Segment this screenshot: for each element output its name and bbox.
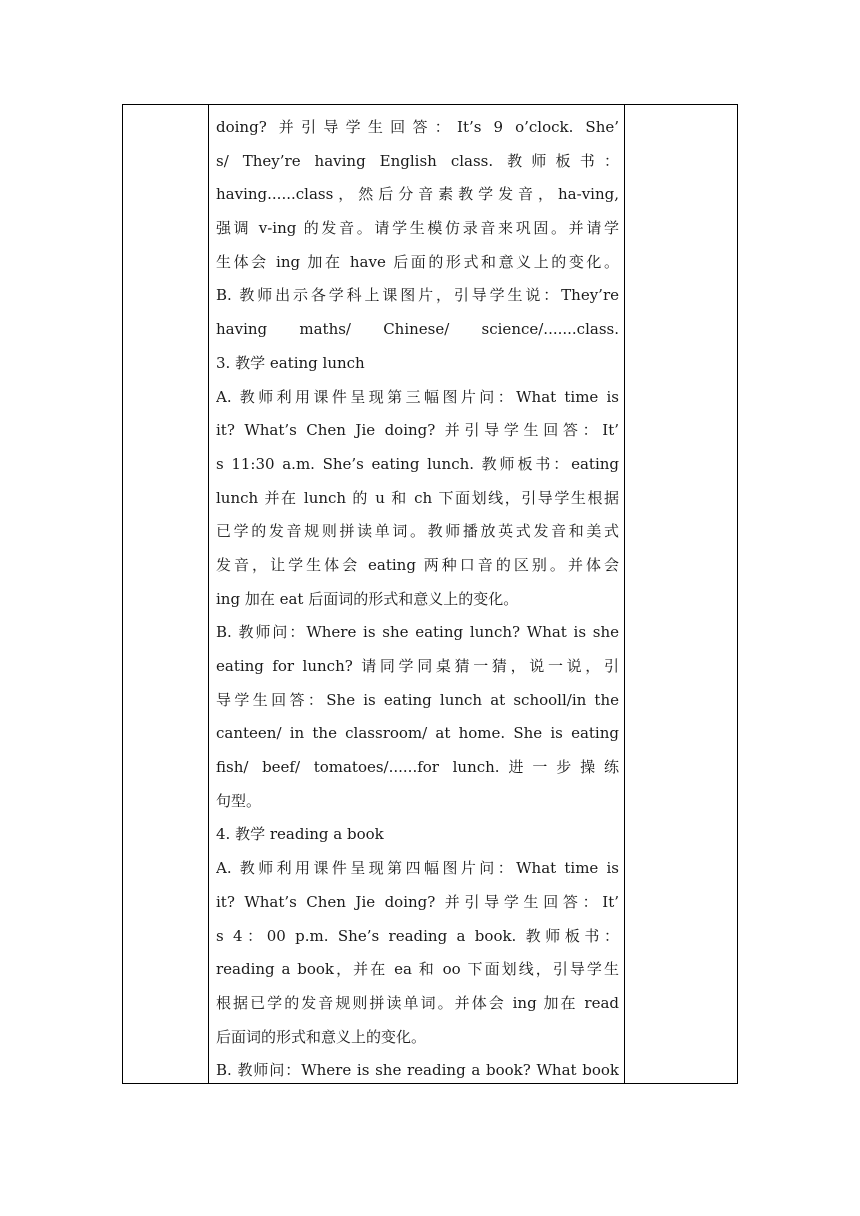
text-line: s/ They’re having English class. 教师板书：: [216, 151, 619, 170]
text-line: 生体会 ing 加在 have 后面的形式和意义上的变化。: [216, 252, 619, 271]
text-line: reading a book，并在 ea 和 oo 下面划线，引导学生: [216, 960, 619, 979]
text-line: fish/ beef/ tomatoes/......for lunch.进一步操练: [216, 758, 619, 777]
text-line: B. 教师问：Where is she reading a book? What book: [216, 1061, 619, 1080]
text-line: 根据已学的发音规则拼读单词。并体会 ing 加在 read: [216, 993, 619, 1012]
text-line: it? What’s Chen Jie doing? 并引导学生回答：It’: [216, 421, 619, 440]
text-line: doing? 并引导学生回答：It’s 9 o’clock. She’: [216, 118, 619, 136]
text-line: 导学生回答：She is eating lunch at schooll/in the: [216, 690, 619, 709]
text-line: B. 教师问：Where is she eating lunch? What is she: [216, 623, 619, 642]
text-line: 句型。: [216, 791, 262, 810]
column-divider-right: [624, 105, 625, 1083]
text-line: ing 加在 eat 后面词的形式和意义上的变化。: [216, 589, 519, 608]
column-divider-left: [208, 105, 209, 1083]
text-line: lunch 并在 lunch 的 u 和 ch 下面划线，引导学生根据: [216, 488, 619, 507]
text-line: 发音，让学生体会 eating 两种口音的区别。并体会: [216, 555, 619, 574]
text-line: 已学的发音规则拼读单词。教师播放英式发音和美式: [216, 522, 619, 541]
text-line: it? What’s Chen Jie doing? 并引导学生回答：It’: [216, 892, 619, 911]
text-line: A. 教师利用课件呈现第四幅图片问：What time is: [216, 859, 619, 878]
text-line: having maths/ Chinese/ science/.......class.: [216, 320, 619, 339]
lesson-table: [122, 104, 738, 1084]
teaching-procedure-cell: [216, 111, 619, 1088]
text-line: B. 教师出示各学科上课图片，引导学生说：They’re: [216, 286, 619, 305]
text-line: s 11:30 a.m. She’s eating lunch. 教师板书：eating: [216, 454, 619, 473]
text-line: 强调 v-ing 的发音。请学生模仿录音来巩固。并请学: [216, 219, 619, 238]
text-line: canteen/ in the classroom/ at home. She is eating: [216, 724, 619, 743]
text-line: 3. 教学 eating lunch: [216, 353, 365, 372]
text-line: A. 教师利用课件呈现第三幅图片问：What time is: [216, 387, 619, 406]
text-line: eating for lunch? 请同学同桌猜一猜，说一说，引: [216, 657, 619, 675]
text-line: 后面词的形式和意义上的变化。: [216, 1027, 427, 1046]
text-line: 4. 教学 reading a book: [216, 825, 384, 844]
text-line: having......class，然后分音素教学发音，ha-ving,: [216, 185, 619, 204]
text-line: s 4：00 p.m. She’s reading a book. 教师板书：: [216, 926, 619, 945]
